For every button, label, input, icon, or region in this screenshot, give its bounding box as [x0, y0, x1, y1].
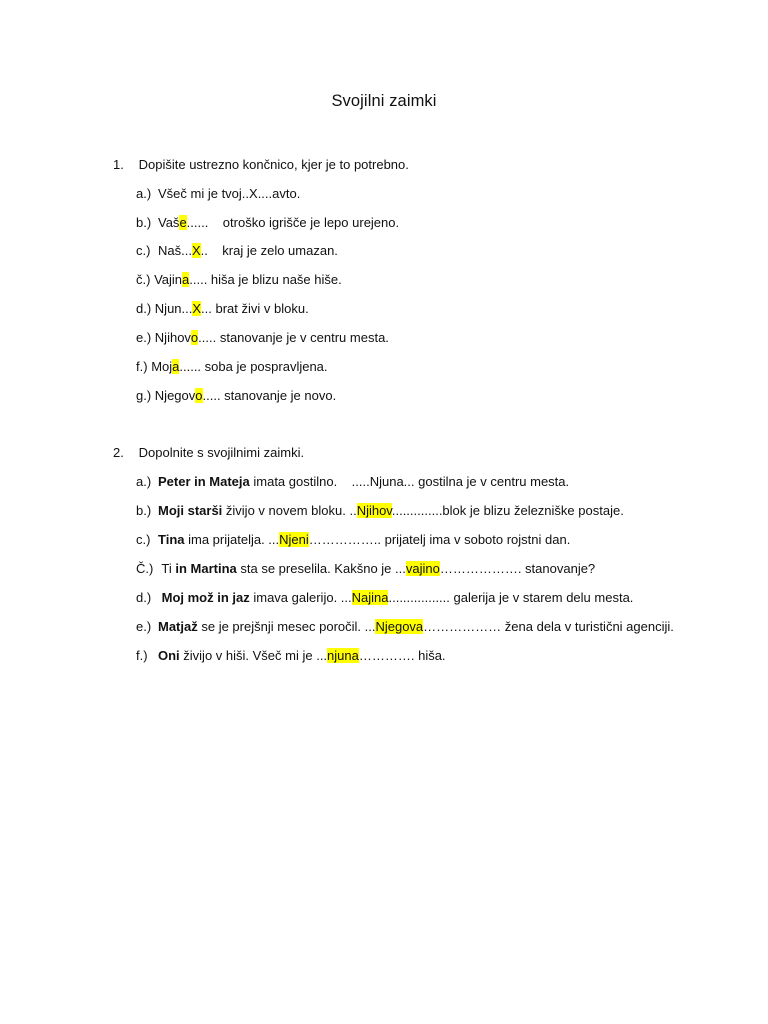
subject-bold: Moji starši [158, 503, 223, 518]
exercise-1-instruction: Dopišite ustrezno končnico, kjer je to potrebno. [138, 157, 409, 172]
answer-highlight: Njihov [356, 503, 392, 518]
item-label: b.) [136, 503, 152, 518]
answer-highlight: Njeni [279, 532, 309, 547]
item-text: imata gostilno. .....Njuna... gostilna je v centru mesta. [249, 474, 570, 489]
item-text: Vaš [158, 215, 180, 230]
ex2-item-f [136, 647, 446, 665]
ex1-item-e [136, 329, 389, 347]
item-text: živijo v hiši. Všeč mi je ... [179, 648, 328, 663]
item-label: d.) [136, 590, 152, 605]
ex1-item-b [136, 214, 399, 232]
subject-bold: Peter in Mateja [158, 474, 250, 489]
item-text: sta se preselila. Kakšno je ... [236, 561, 406, 576]
answer-highlight: X [191, 243, 201, 258]
exercise-2-heading [113, 445, 304, 460]
item-text-rest: ………………. stanovanje? [439, 561, 596, 576]
item-text-rest: ..............blok je blizu železniške postaje. [391, 503, 624, 518]
answer-highlight: vajino [405, 561, 440, 576]
item-text: Njegov [154, 388, 196, 403]
answer-highlight: a [172, 359, 180, 374]
item-text: se je prejšnji mesec poročil. ... [197, 619, 376, 634]
item-text-rest: ................. galerija je v starem delu mesta. [388, 590, 634, 605]
item-label: b.) [136, 215, 152, 230]
subject-bold: Tina [158, 532, 185, 547]
ex2-item-c [136, 531, 570, 549]
item-text-rest: ... brat živi v bloku. [201, 301, 309, 316]
answer-highlight: Najina [351, 590, 389, 605]
item-text: Vajin [154, 272, 183, 287]
ex1-item-g [136, 387, 336, 405]
answer-highlight: o [190, 330, 199, 345]
item-label: f.) [136, 648, 148, 663]
ex2-item-d [136, 589, 633, 607]
item-label: c.) [136, 532, 151, 547]
exercise-1-number: 1. [113, 157, 124, 172]
subject-bold: in Martina [175, 561, 237, 576]
subject-bold: Moj mož in jaz [161, 590, 250, 605]
item-text-rest: ..... hiša je blizu naše hiše. [189, 272, 342, 287]
item-text: Všeč mi je tvoj..X....avto. [158, 186, 301, 201]
item-text: Njihov [154, 330, 191, 345]
item-text-rest: …………. hiša. [358, 648, 446, 663]
answer-highlight: o [195, 388, 203, 403]
item-prebold: Ti [161, 561, 176, 576]
item-text: Moj [151, 359, 173, 374]
item-label: f.) [136, 359, 148, 374]
item-text: imava galerijo. ... [249, 590, 352, 605]
subject-bold: Matjaž [158, 619, 198, 634]
item-text: živijo v novem bloku. .. [222, 503, 357, 518]
item-text-rest: ..... stanovanje je v centru mesta. [198, 330, 389, 345]
ex2-item-e [136, 618, 674, 636]
subject-bold: Oni [158, 648, 180, 663]
item-text: ima prijatelja. ... [184, 532, 280, 547]
exercise-2-instruction: Dopolnite s svojilnimi zaimki. [138, 445, 305, 460]
item-text-rest: ...... soba je pospravljena. [179, 359, 328, 374]
item-label: g.) [136, 388, 152, 403]
item-text-rest: ……………… žena dela v turistični agenciji. [423, 619, 674, 634]
exercise-1-heading [113, 157, 409, 172]
item-label: e.) [136, 330, 152, 345]
item-label: a.) [136, 474, 152, 489]
ex2-item-a [136, 473, 569, 491]
ex2-item-b [136, 502, 624, 520]
item-text: Njun... [154, 301, 193, 316]
page-title: Svojilni zaimki [331, 92, 437, 110]
item-text-rest: ...... otroško igrišče je lepo urejeno. [186, 215, 400, 230]
ex2-item-c-caron [136, 560, 595, 578]
item-text-rest: .. kraj je zelo umazan. [200, 243, 338, 258]
item-label: e.) [136, 619, 152, 634]
ex1-item-d [136, 300, 309, 318]
item-label: č.) [136, 272, 151, 287]
ex1-item-c-caron [136, 271, 342, 289]
answer-highlight: njuna [327, 648, 359, 663]
ex1-item-f [136, 358, 328, 376]
answer-highlight: e [179, 215, 187, 230]
answer-highlight: Njegova [375, 619, 424, 634]
item-label: a.) [136, 186, 152, 201]
item-label: d.) [136, 301, 152, 316]
answer-highlight: a [182, 272, 190, 287]
exercise-2-number: 2. [113, 445, 124, 460]
item-text-rest: …………….. prijatelj ima v soboto rojstni dan. [308, 532, 571, 547]
answer-highlight: X [192, 301, 202, 316]
item-text: Naš... [158, 243, 192, 258]
item-text-rest: ..... stanovanje je novo. [202, 388, 337, 403]
ex1-item-a [136, 185, 300, 203]
ex1-item-c [136, 242, 338, 260]
item-label: Č.) [136, 561, 154, 576]
item-label: c.) [136, 243, 151, 258]
